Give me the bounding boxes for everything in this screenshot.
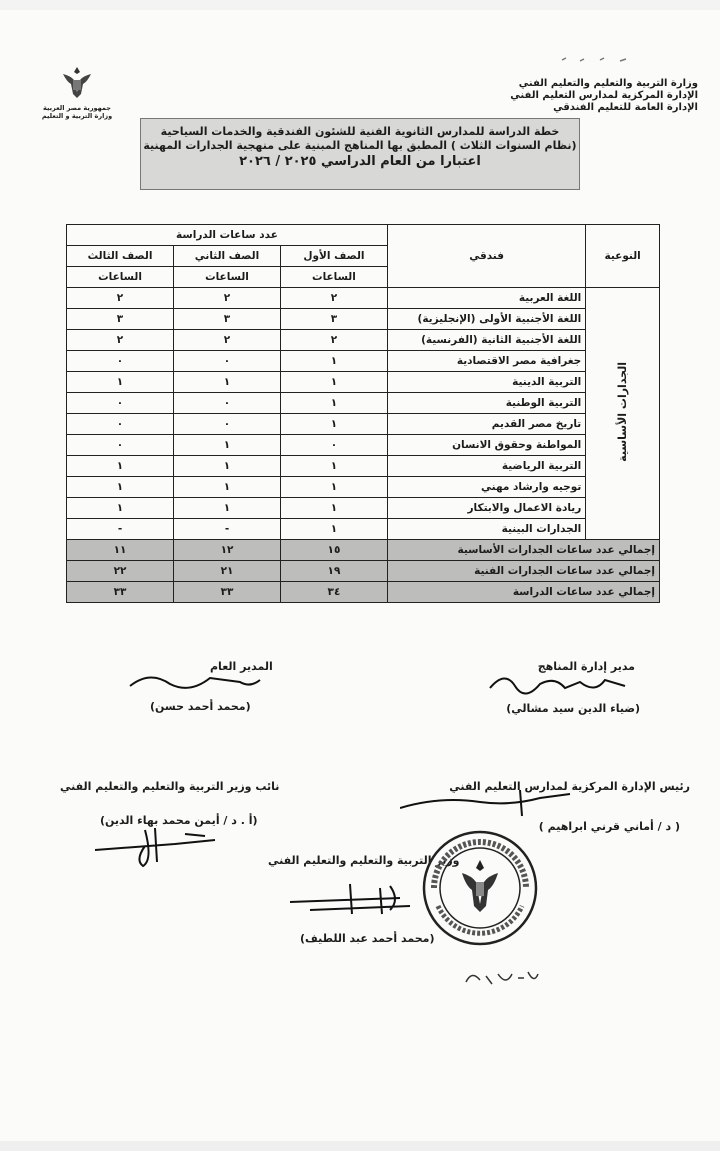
hours-cell: ٠: [280, 435, 387, 456]
hours-header: عدد ساعات الدراسة: [67, 225, 388, 246]
ministry-line: الإدارة المركزية لمدارس التعليم الفني: [510, 90, 698, 101]
hours-cell: ١: [174, 498, 281, 519]
group-cell: [586, 288, 660, 540]
hours-cell: ٠: [67, 393, 174, 414]
hours-cell: ٣: [174, 309, 281, 330]
bottom-bar: [0, 1141, 720, 1151]
hours-cell: ٠: [67, 351, 174, 372]
total-cell: ١٩: [280, 561, 387, 582]
subject-cell: اللغة الأجنبية الأولى (الإنجليزية): [387, 309, 585, 330]
hours-cell: ٢: [174, 288, 281, 309]
total-cell: ١١: [67, 540, 174, 561]
total-cell: ٣٣: [174, 582, 281, 603]
table-row: [67, 498, 660, 519]
table-row: [67, 456, 660, 477]
total-row: [67, 540, 660, 561]
table-row: [67, 435, 660, 456]
subject-cell: التربية الرياضية: [387, 456, 585, 477]
total-cell: ١٥: [280, 540, 387, 561]
table-row: [67, 330, 660, 351]
hours-cell: ١: [280, 414, 387, 435]
type-header: النوعية: [586, 225, 660, 288]
table-row: [67, 519, 660, 540]
central-admin-title: رئيس الإدارة المركزية لمدارس التعليم الفني: [449, 780, 690, 793]
handwritten-date: [462, 962, 542, 992]
hours-cell: ٠: [174, 351, 281, 372]
eagle-emblem-icon: [57, 64, 97, 100]
hours-cell: ١: [67, 498, 174, 519]
total-cell: ٣٣: [67, 582, 174, 603]
ministry-header: [510, 78, 698, 114]
minister-title: وزير التربية والتعليم والتعليم الفني: [268, 854, 460, 867]
subject-header: فندقي: [387, 225, 585, 288]
hours-cell: ١: [280, 372, 387, 393]
hours-cell: ١: [67, 372, 174, 393]
total-label: إجمالي عدد ساعات الدراسة: [387, 582, 659, 603]
title-line-2: (نظام السنوات الثلاث ) المطبق بها المناهج المبنية على منهجية الجدارات المهنية: [143, 139, 577, 152]
hours-cell: ٣: [280, 309, 387, 330]
table-row: [67, 477, 660, 498]
hours-cell: -: [67, 519, 174, 540]
hours-label: الساعات: [67, 267, 174, 288]
subject-cell: المواطنة وحقوق الانسان: [387, 435, 585, 456]
hours-cell: ٠: [67, 435, 174, 456]
grade-header: الصف الثالث: [67, 246, 174, 267]
general-director-name: (محمد أحمد حسن): [150, 700, 251, 713]
eagle-logo: [30, 64, 124, 120]
general-director-signature: [120, 664, 270, 700]
curriculum-director-title: مدير إدارة المناهج: [537, 660, 635, 673]
subject-cell: ريادة الاعمال والابتكار: [387, 498, 585, 519]
hours-cell: ١: [280, 498, 387, 519]
logo-line: وزارة التربية و التعليم: [41, 112, 113, 120]
hours-label: الساعات: [174, 267, 281, 288]
hours-cell: ١: [280, 393, 387, 414]
group-label: الجدارات الأساسية: [616, 362, 630, 462]
title-line-3: اعتبارا من العام الدراسي ٢٠٢٥ / ٢٠٢٦: [239, 154, 481, 169]
hours-cell: ١: [280, 456, 387, 477]
study-plan-table: [66, 224, 660, 603]
total-cell: ٢٢: [67, 561, 174, 582]
hours-cell: ١: [67, 477, 174, 498]
subject-cell: الجدارات البينية: [387, 519, 585, 540]
subject-cell: اللغة العربية: [387, 288, 585, 309]
hours-cell: ٣: [67, 309, 174, 330]
hours-cell: ١: [67, 456, 174, 477]
hours-cell: ٢: [174, 330, 281, 351]
table-row: [67, 372, 660, 393]
hours-cell: -: [174, 519, 281, 540]
hours-cell: ٢: [280, 330, 387, 351]
table-row: [67, 288, 660, 309]
minister-name: (محمد أحمد عبد اللطيف): [300, 932, 435, 945]
hours-cell: ٢: [67, 288, 174, 309]
total-row: [67, 582, 660, 603]
subject-cell: تاريخ مصر القديم: [387, 414, 585, 435]
title-box: [140, 118, 580, 190]
total-cell: ٢١: [174, 561, 281, 582]
hours-cell: ١: [280, 351, 387, 372]
minister-signature: [290, 880, 420, 920]
ministry-line: الإدارة العامة للتعليم الفندقي: [553, 102, 698, 113]
table-row: [67, 351, 660, 372]
deputy-minister-name: (أ . د / أيمن محمد بهاء الدين): [100, 814, 258, 827]
hours-cell: ٠: [67, 414, 174, 435]
subject-cell: جغرافية مصر الاقتصادية: [387, 351, 585, 372]
hours-cell: ١: [174, 435, 281, 456]
curriculum-director-name: (ضياء الدين سيد مشالي): [506, 702, 640, 715]
deputy-minister-title: نائب وزير التربية والتعليم والتعليم الفني: [60, 780, 280, 793]
top-bar: [0, 0, 720, 10]
hours-cell: ١: [280, 477, 387, 498]
hours-cell: ٠: [174, 393, 281, 414]
hours-cell: ١: [174, 477, 281, 498]
table-row: [67, 309, 660, 330]
title-line-1: خطة الدراسة للمدارس الثانوية الفنية للشئون الفندقية والخدمات السياحية: [160, 125, 560, 138]
grade-header: الصف الأول: [280, 246, 387, 267]
header-marks: [560, 52, 640, 66]
table-row: [67, 414, 660, 435]
grade-header: الصف الثاني: [174, 246, 281, 267]
hours-cell: ٠: [174, 414, 281, 435]
hours-cell: ١: [280, 519, 387, 540]
total-cell: ٣٤: [280, 582, 387, 603]
hours-cell: ٢: [67, 330, 174, 351]
hours-cell: ١: [174, 372, 281, 393]
total-cell: ١٢: [174, 540, 281, 561]
total-label: إجمالي عدد ساعات الجدارات الأساسية: [387, 540, 659, 561]
logo-line: جمهورية مصر العربية: [43, 104, 111, 112]
subject-cell: التربية الدينية: [387, 372, 585, 393]
total-row: [67, 561, 660, 582]
hours-cell: ١: [174, 456, 281, 477]
total-label: إجمالي عدد ساعات الجدارات الفنية: [387, 561, 659, 582]
ministry-line: وزارة التربية والتعليم والتعليم الفني: [518, 78, 698, 89]
subject-cell: التربية الوطنية: [387, 393, 585, 414]
table-row: [67, 393, 660, 414]
official-stamp: [420, 828, 540, 948]
hours-label: الساعات: [280, 267, 387, 288]
central-admin-name: ( د / أماني قرني ابراهيم ): [538, 820, 680, 833]
hours-cell: ٢: [280, 288, 387, 309]
subject-cell: اللغة الأجنبية الثانية (الفرنسية): [387, 330, 585, 351]
subject-cell: توجيه وارشاد مهني: [387, 477, 585, 498]
general-director-title: المدير العام: [210, 660, 273, 673]
